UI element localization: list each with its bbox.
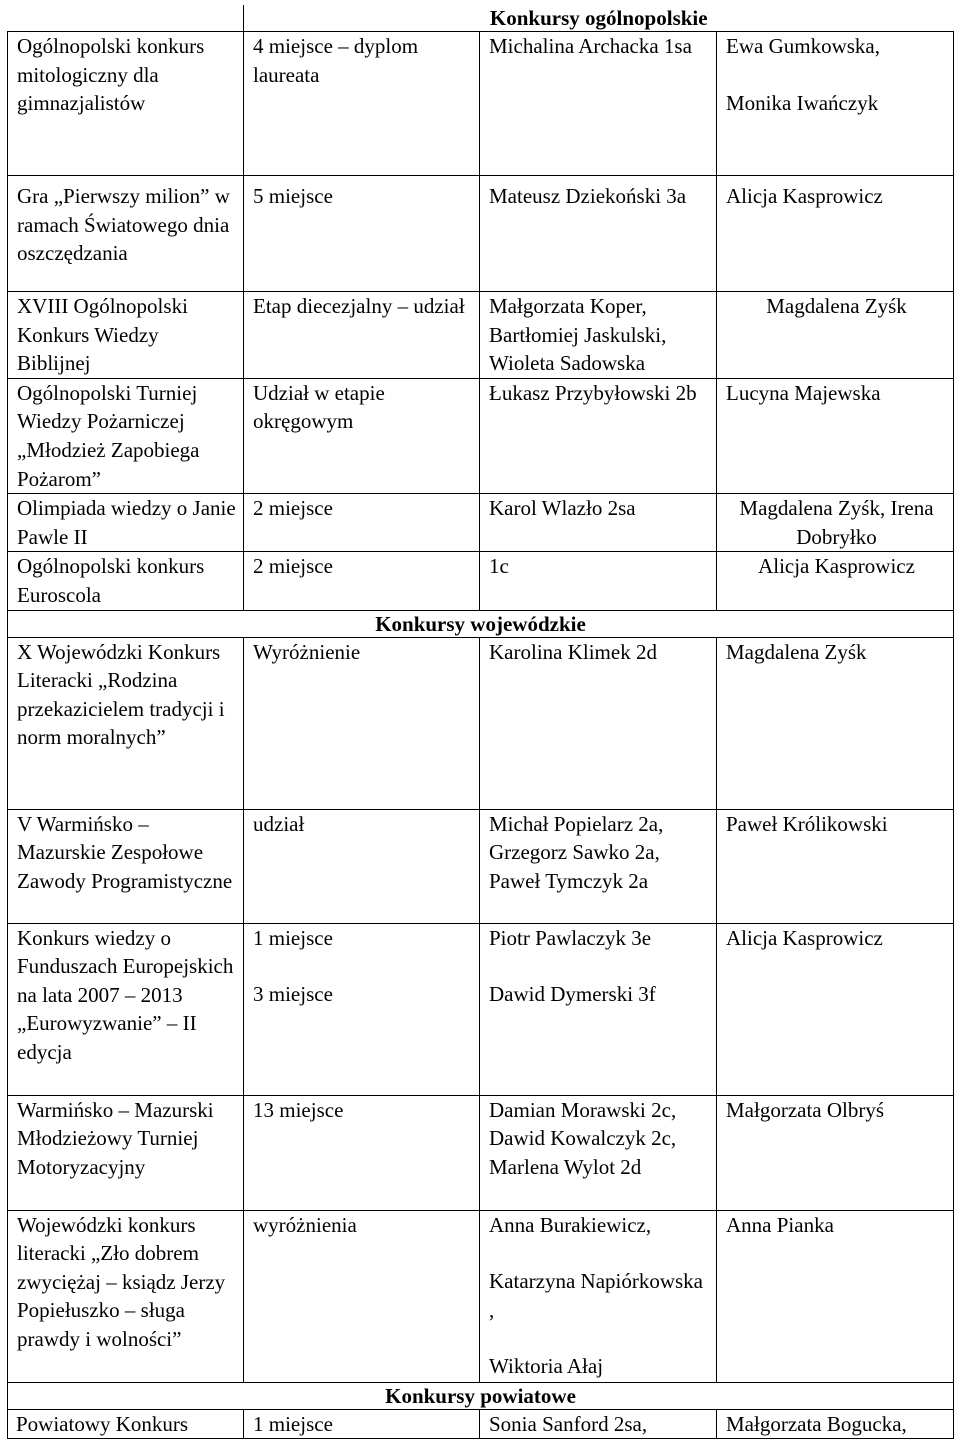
contest-students: Małgorzata Koper, Bartłomiej Jaskulski, Wioleta Sadowska: [480, 292, 717, 379]
contest-result: udział: [244, 809, 480, 923]
section-header-row: [8, 1382, 954, 1409]
table-row: [8, 1095, 954, 1210]
contest-students: [480, 923, 717, 1095]
section-title-national: Konkursy ogólnopolskie: [244, 5, 954, 32]
contest-result: 13 miejsce: [244, 1095, 480, 1210]
table-row: [8, 552, 954, 610]
contest-teachers: Małgorzata Olbryś: [717, 1095, 954, 1210]
contest-teachers: Alicja Kasprowicz: [717, 176, 954, 292]
contest-result: 1 miejsce: [244, 1409, 480, 1439]
contest-name: Ogólnopolski Turniej Wiedzy Pożarniczej „Młodzież Zapobiega Pożarom”: [8, 378, 244, 493]
contest-result: [244, 923, 480, 1095]
section-title-county: Konkursy powiatowe: [8, 1382, 954, 1409]
teacher-line: Monika Iwańczyk: [726, 90, 879, 115]
student-line: Wiktoria Ałaj: [489, 1354, 604, 1379]
contest-students: Sonia Sanford 2sa,: [480, 1409, 717, 1439]
table-row: [8, 32, 954, 176]
contest-name: Konkurs wiedzy o Funduszach Europejskich na lata 2007 – 2013 „Eurowyzwanie” – II edycja: [8, 923, 244, 1095]
section-empty-cell: [8, 5, 244, 32]
contest-name: X Wojewódzki Konkurs Literacki „Rodzina przekazicielem tradycji i norm moralnych”: [8, 637, 244, 809]
student-line: Anna Burakiewicz,: [489, 1212, 652, 1237]
contest-teachers: Paweł Królikowski: [717, 809, 954, 923]
table-row: [8, 1210, 954, 1382]
table-row: [8, 809, 954, 923]
table-row: [8, 923, 954, 1095]
contest-result: 2 miejsce: [244, 494, 480, 552]
contest-teachers: Lucyna Majewska: [717, 378, 954, 493]
student-line: Katarzyna Napiórkowska ,: [489, 1269, 703, 1322]
student-line: Piotr Pawlaczyk 3e: [489, 925, 652, 950]
contest-name: Ogólnopolski konkurs Euroscola: [8, 552, 244, 610]
contest-students: Mateusz Dziekoński 3a: [480, 176, 717, 292]
table-row: [8, 1409, 954, 1439]
contest-result: wyróżnienia: [244, 1210, 480, 1382]
contest-students: [480, 1210, 717, 1382]
contest-result: 4 miejsce – dyplom laureata: [244, 32, 480, 176]
contest-result: Etap diecezjalny – udział: [244, 292, 480, 379]
contest-teachers: Magdalena Zyśk: [717, 637, 954, 809]
competitions-table: [7, 5, 954, 1439]
table-row: [8, 637, 954, 809]
contest-teachers: Małgorzata Bogucka,: [717, 1409, 954, 1439]
student-line: Dawid Dymerski 3f: [489, 982, 656, 1007]
contest-name: Ogólnopolski konkurs mitologiczny dla gimnazjalistów: [8, 32, 244, 176]
result-line: 1 miejsce: [253, 925, 333, 950]
table-row: [8, 494, 954, 552]
contest-name: V Warmińsko – Mazurskie Zespołowe Zawody Programistyczne: [8, 809, 244, 923]
contest-teachers: Alicja Kasprowicz: [717, 552, 954, 610]
table-row: [8, 176, 954, 292]
contest-name: Wojewódzki konkurs literacki „Zło dobrem zwyciężaj – ksiądz Jerzy Popiełuszko – sługa prawdy i wolności”: [8, 1210, 244, 1382]
contest-students: Karol Wlazło 2sa: [480, 494, 717, 552]
document-page: [7, 5, 953, 1452]
table-row: [8, 378, 954, 493]
contest-result: Wyróżnienie: [244, 637, 480, 809]
contest-students: 1c: [480, 552, 717, 610]
contest-students: Damian Morawski 2c, Dawid Kowalczyk 2c, Marlena Wylot 2d: [480, 1095, 717, 1210]
section-header-row: [8, 610, 954, 637]
contest-result: Udział w etapie okręgowym: [244, 378, 480, 493]
section-header-row: [8, 5, 954, 32]
result-line: 3 miejsce: [253, 982, 333, 1007]
table-row: [8, 292, 954, 379]
contest-students: Michał Popielarz 2a, Grzegorz Sawko 2a, Paweł Tymczyk 2a: [480, 809, 717, 923]
contest-name: Warmińsko – Mazurski Młodzieżowy Turniej Motoryzacyjny: [8, 1095, 244, 1210]
contest-result: 5 miejsce: [244, 176, 480, 292]
contest-result: 2 miejsce: [244, 552, 480, 610]
contest-name: Powiatowy Konkurs: [8, 1409, 244, 1439]
contest-teachers: Alicja Kasprowicz: [717, 923, 954, 1095]
contest-students: Karolina Klimek 2d: [480, 637, 717, 809]
teacher-line: Ewa Gumkowska,: [726, 34, 880, 58]
contest-name: XVIII Ogólnopolski Konkurs Wiedzy Biblijnej: [8, 292, 244, 379]
contest-students: Michalina Archacka 1sa: [480, 32, 717, 176]
contest-teachers: Magdalena Zyśk, Irena Dobryłko: [717, 494, 954, 552]
contest-name: Gra „Pierwszy milion” w ramach Światowego dnia oszczędzania: [8, 176, 244, 292]
contest-teachers: [717, 32, 954, 176]
contest-name: Olimpiada wiedzy o Janie Pawle II: [8, 494, 244, 552]
contest-students: Łukasz Przybyłowski 2b: [480, 378, 717, 493]
contest-teachers: Anna Pianka: [717, 1210, 954, 1382]
section-title-regional: Konkursy wojewódzkie: [8, 610, 954, 637]
contest-teachers: Magdalena Zyśk: [717, 292, 954, 379]
